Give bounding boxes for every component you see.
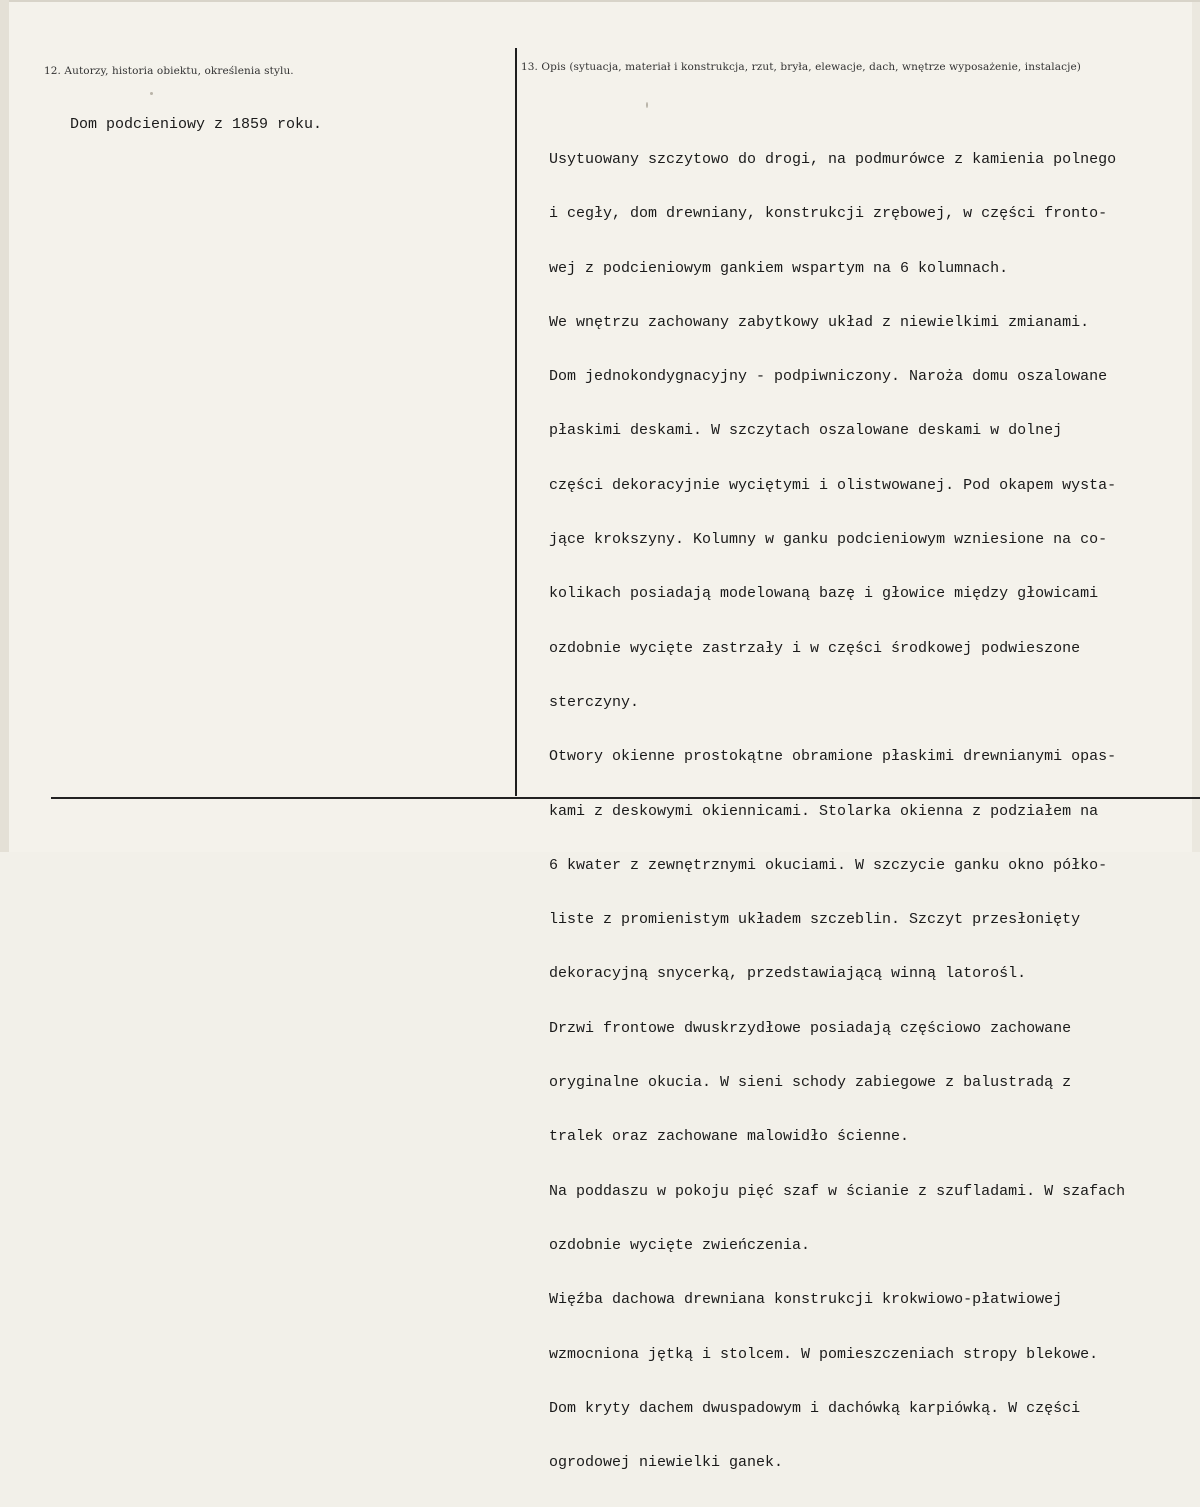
text-line: Usytuowany szczytowo do drogi, na podmurówce z kamienia polnego	[549, 151, 1117, 168]
bottom-rule	[51, 797, 1200, 799]
text-line: ogrodowej niewielki ganek.	[549, 1454, 784, 1472]
text-line: ozdobnie wycięte zwieńczenia.	[549, 1236, 811, 1254]
paper-speck	[150, 92, 153, 95]
text-line: Na poddaszu w pokoju pięć szaf w ścianie z szufladami. W szafach	[549, 1182, 1126, 1200]
text-line: Drzwi frontowe dwuskrzydłowe posiadają częściowo zachowane	[549, 1019, 1072, 1037]
text-line: Dom jednokondygnacyjny - podpiwniczony. Naroża domu oszalowane	[549, 368, 1108, 386]
paper-speck	[646, 102, 648, 108]
section-12-heading: 12. Autorzy, historia obiektu, określenia stylu.	[44, 65, 294, 77]
text-line: części dekoracyjnie wyciętymi i olistwowanej. Pod okapem wysta-	[549, 476, 1117, 494]
section-13-text	[549, 116, 1125, 1507]
text-line: Dom kryty dachem dwuspadowym i dachówką karpiówką. W części	[549, 1399, 1081, 1417]
text-line: sterczyny.	[549, 693, 640, 711]
text-line: płaskimi deskami. W szczytach oszalowane deskami w dolnej	[549, 422, 1063, 440]
text-line: 6 kwater z zewnętrznymi okuciami. W szczycie ganku okno półko-	[549, 856, 1108, 874]
text-line: kami z deskowymi okiennicami. Stolarka okienna z podziałem na	[549, 802, 1099, 820]
text-line: ozdobnie wycięte zastrzały i w części środkowej podwieszone	[549, 639, 1081, 657]
top-edge	[9, 0, 1200, 2]
section-13-heading: 13. Opis (sytuacja, materiał i konstrukcja, rzut, bryła, elewacje, dach, wnętrze wyposażenie, instalacje)	[521, 61, 1081, 73]
text-line: wzmocniona jętką i stolcem. W pomieszczeniach stropy blekowe.	[549, 1345, 1099, 1363]
text-line: tralek oraz zachowane malowidło ścienne.	[549, 1128, 910, 1146]
text-line: Więźba dachowa drewniana konstrukcji krokwiowo-płatwiowej	[549, 1291, 1063, 1309]
column-divider	[515, 48, 517, 796]
text-line: dekoracyjną snycerką, przedstawiającą winną latorośl.	[549, 965, 1027, 983]
text-line: jące krokszyny. Kolumny w ganku podcieniowym wzniesione na co-	[549, 531, 1108, 549]
text-line: We wnętrzu zachowany zabytkowy układ z niewielkimi zmianami.	[549, 313, 1090, 331]
text-line: wej z podcieniowym gankiem wspartym na 6 kolumnach.	[549, 259, 1009, 277]
text-line: oryginalne okucia. W sieni schody zabiegowe z balustradą z	[549, 1074, 1072, 1092]
text-line: kolikach posiadają modelowaną bazę i głowice między głowicami	[549, 585, 1099, 603]
section-12-text: Dom podcieniowy z 1859 roku.	[70, 116, 323, 133]
text-line: Otwory okienne prostokątne obramione płaskimi drewnianymi opas-	[549, 748, 1117, 766]
text-line: liste z promienistym układem szczeblin. Szczyt przesłonięty	[549, 911, 1081, 929]
text-line: i cegły, dom drewniany, konstrukcji zrębowej, w części fronto-	[549, 205, 1108, 223]
